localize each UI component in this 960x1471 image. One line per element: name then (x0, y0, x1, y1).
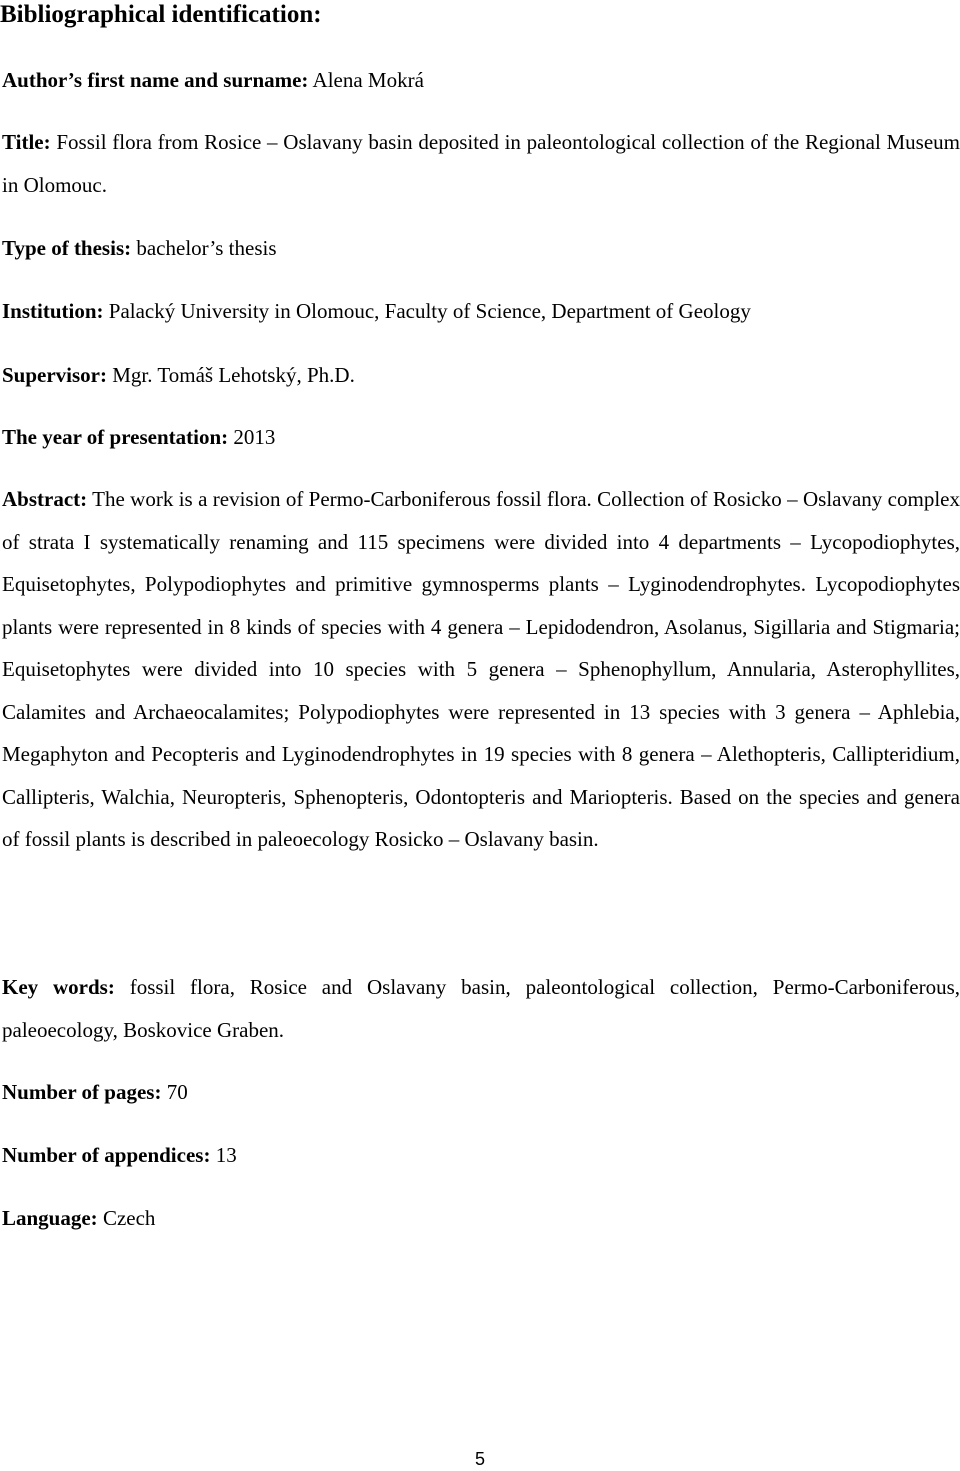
pages-field (2, 1071, 960, 1114)
supervisor-field (2, 354, 960, 397)
keywords-label: Key words: (2, 975, 115, 999)
institution-label: Institution: (2, 299, 104, 323)
year-value: 2013 (233, 425, 276, 449)
pages-label: Number of pages: (2, 1080, 162, 1104)
language-field (2, 1197, 960, 1240)
thesis-type-field (2, 227, 960, 270)
thesis-type-label: Type of thesis: (2, 236, 132, 260)
year-field (2, 416, 960, 459)
page-number: 5 (474, 1449, 485, 1469)
supervisor-value: Mgr. Tomáš Lehotský, Ph.D. (112, 363, 355, 387)
institution-field (2, 290, 960, 333)
title-label: Title: (2, 130, 51, 154)
keywords-field (2, 966, 960, 1051)
abstract-field (2, 478, 960, 861)
language-label: Language: (2, 1206, 98, 1230)
language-value: Czech (102, 1206, 156, 1230)
pages-value: 70 (166, 1080, 188, 1104)
author-value: Alena Mokrá (312, 68, 424, 92)
title-value: Fossil flora from Rosice – Oslavany basin deposited in paleontological collection of the Regional Museum in Olomouc. (2, 130, 960, 197)
title-field (2, 121, 960, 206)
appendices-field (2, 1134, 960, 1177)
appendices-label: Number of appendices: (2, 1143, 211, 1167)
supervisor-label: Supervisor: (2, 363, 107, 387)
thesis-type-value: bachelor’s thesis (136, 236, 277, 260)
abstract-label: Abstract: (2, 487, 88, 511)
year-label: The year of presentation: (2, 425, 229, 449)
keywords-value: fossil flora, Rosice and Oslavany basin, paleontological collection, Permo-Carboniferous, paleoecology, Boskovice Graben. (2, 975, 960, 1042)
institution-value: Palacký University in Olomouc, Faculty of Science, Department of Geology (108, 299, 751, 323)
appendices-value: 13 (215, 1143, 237, 1167)
author-label: Author’s first name and surname: (2, 68, 309, 92)
abstract-value: The work is a revision of Permo-Carboniferous fossil flora. Collection of Rosicko – Oslavany complex of strata I systematically renaming and 115 specimens were divided into 4 departments – Lycopodiophytes, Equisetophytes, Polypodiophytes and primitive gymnosperms plants – Lyginodendrophytes. Lycopodiophytes plants were represented in 8 kinds of species with 4 genera – Lepidodendron, Asolanus, Sigillaria and Stigmaria; Equisetophytes were divided into 10 species with 5 genera – Sphenophyllum, Annularia, Asterophyllites, Calamites and Archaeocalamites; Polypodiophytes were represented in 13 species with 3 genera – Aphlebia, Megaphyton and Pecopteris and Lyginodendrophytes in 19 species with 8 genera – Alethopteris, Callipteridium, Callipteris, Walchia, Neuropteris, Sphenopteris, Odontopteris and Mariopteris. Based on the species and genera of fossil plants is described in paleoecology Rosicko – Oslavany basin. (2, 487, 960, 851)
page-heading: Bibliographical identification: (0, 1, 322, 28)
author-field (2, 59, 960, 102)
